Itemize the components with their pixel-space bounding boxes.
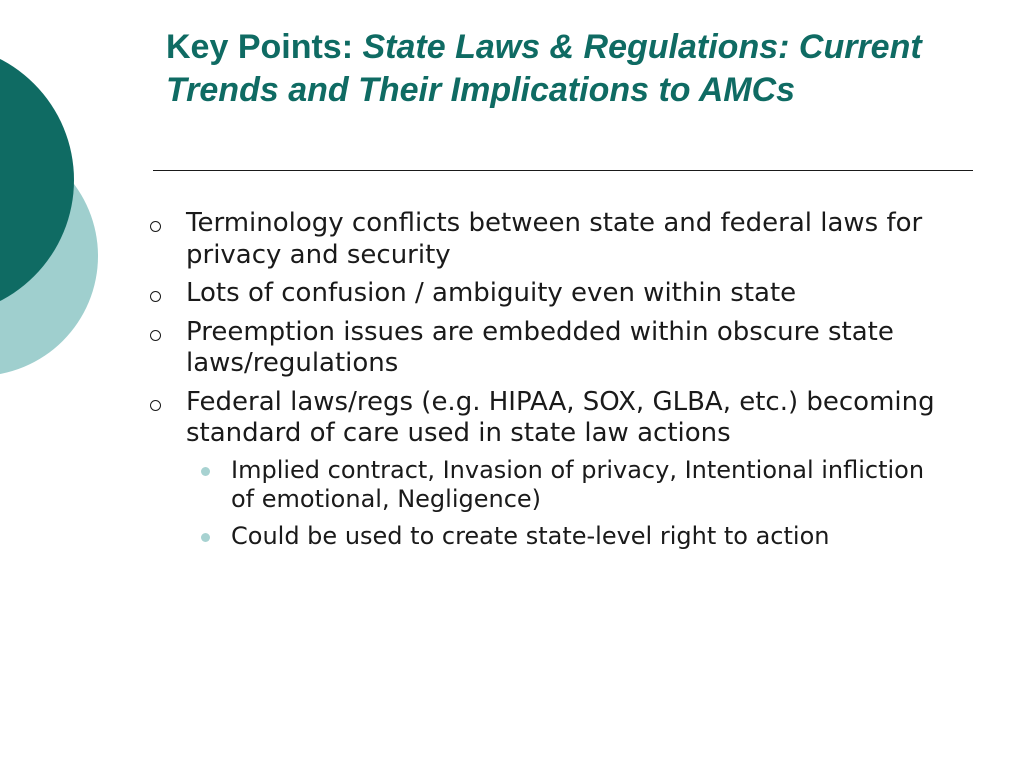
sub-bullet-item [186, 456, 946, 515]
sub-bullet-text: Could be used to create state-level right to action [231, 521, 830, 550]
title-prefix: Key Points: [166, 28, 363, 66]
bullet-item [146, 317, 946, 380]
bullet-text: Lots of confusion / ambiguity even within state [186, 278, 797, 308]
bullet-item [146, 387, 946, 552]
bullet-list [146, 208, 946, 558]
sub-bullet-list [186, 456, 946, 552]
ring-bullet-icon [150, 221, 161, 232]
ring-bullet-icon [150, 291, 161, 302]
bullet-item [146, 278, 946, 310]
slide-title [166, 26, 996, 112]
decorative-circles [0, 0, 110, 420]
sub-bullet-text: Implied contract, Invasion of privacy, Intentional infliction of emotional, Negligence) [231, 455, 925, 513]
ring-bullet-icon [150, 330, 161, 341]
bullet-text: Preemption issues are embedded within obscure state laws/regulations [186, 316, 894, 378]
bullet-item [146, 208, 946, 271]
dot-bullet-icon [201, 467, 210, 476]
title-divider [153, 170, 973, 171]
bullet-text: Federal laws/regs (e.g. HIPAA, SOX, GLBA, etc.) becoming standard of care used in state law actions [186, 386, 935, 448]
dot-bullet-icon [201, 533, 210, 542]
title-subtitle: State Laws & Regulations: Current Trends and Their Implications to AMCs [166, 28, 922, 109]
bullet-text: Terminology conflicts between state and federal laws for privacy and security [186, 208, 923, 270]
sub-bullet-item [186, 522, 946, 552]
ring-bullet-icon [150, 400, 161, 411]
